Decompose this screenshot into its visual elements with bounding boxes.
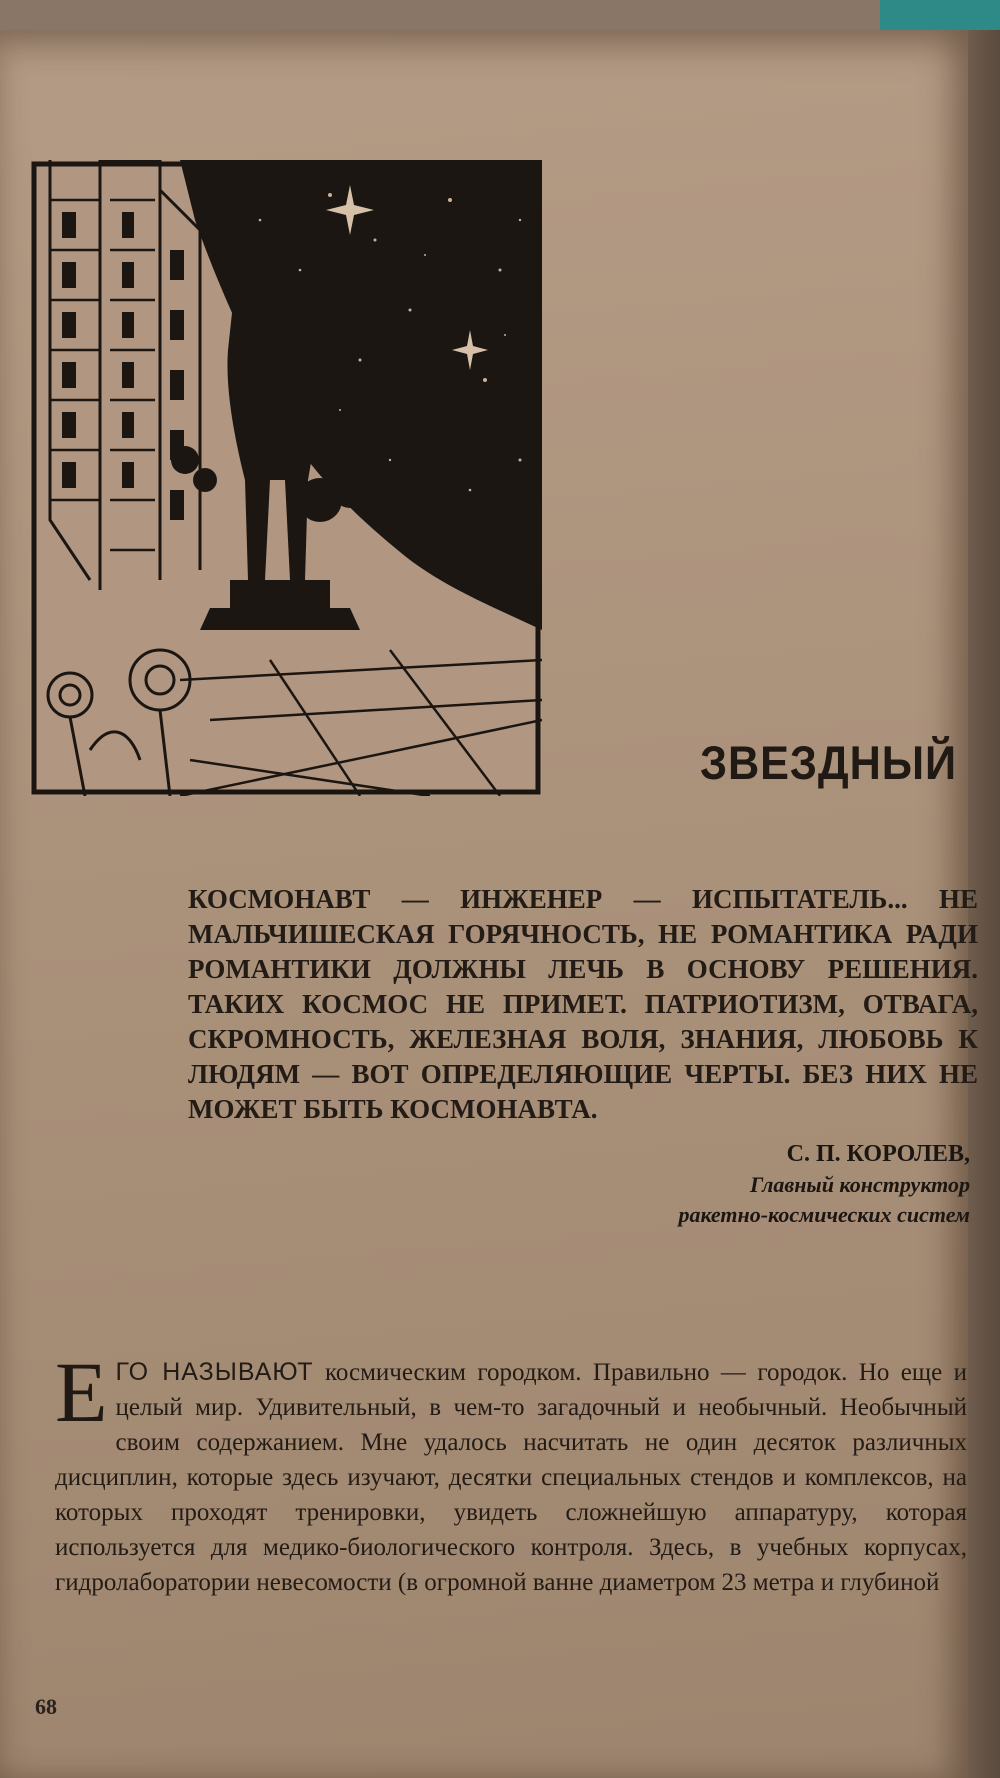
epigraph-quote: КОСМОНАВТ — ИНЖЕНЕР — ИСПЫТАТЕЛЬ... НЕ МАЛЬЧИШЕСКАЯ ГОРЯЧНОСТЬ, НЕ РОМАНТИКА РАДИ РОМАНТИКИ ДОЛЖНЫ ЛЕЧЬ В ОСНОВУ РЕШЕНИЯ. ТАКИХ КОСМОС НЕ ПРИМЕТ. ПАТРИОТИЗМ, ОТВАГА, СКРОМНОСТЬ, ЖЕЛЕЗНАЯ ВОЛЯ, ЗНАНИЯ, ЛЮБОВЬ К ЛЮДЯМ — ВОТ ОПРЕДЕЛЯЮЩИЕ ЧЕРТЫ. БЕЗ НИХ НЕ МОЖЕТ БЫТЬ КОСМОНАВТА. — [188, 884, 978, 1124]
chapter-title: ЗВЕЗДНЫЙ — [700, 736, 958, 789]
body-text: космическим городком. Правильно — городок. Но еще и целый мир. Удивительный, в чем-то загадочный и необычный. Необычный своим содержанием. Мне удалось насчитать не один десяток различных дисциплин, которые здесь изучают, десятки специальных стендов и комплексов, на которых проходят тренировки, увидеть сложнейшую аппаратуру, которая используется для медико-биологического контроля. Здесь, в учебных корпусах, гидролаборатории невесомости (в огромной ванне диаметром 23 метра и глубиной — [55, 1359, 967, 1596]
epigraph-attribution — [470, 1138, 970, 1230]
author-field: ракетно-космических систем — [678, 1202, 970, 1227]
drop-cap: Е — [55, 1344, 108, 1440]
page-number: 68 — [35, 1694, 57, 1719]
author-role: Главный конструктор — [749, 1172, 970, 1197]
cosmonaut-monument-illustration — [30, 160, 542, 796]
lead-in-text: ГО НАЗЫВАЮТ — [115, 1358, 314, 1386]
author-name: С. П. КОРОЛЕВ, — [786, 1141, 970, 1167]
body-paragraph — [55, 1344, 967, 1600]
